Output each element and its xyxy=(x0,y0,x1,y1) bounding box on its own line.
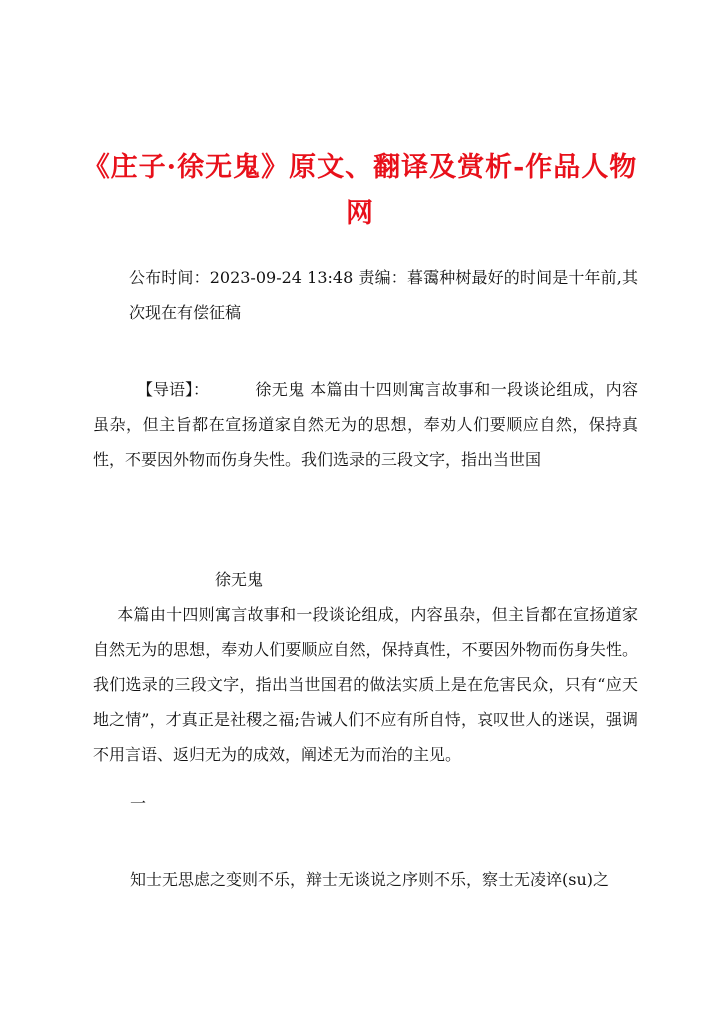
publish-meta-text: 公布时间：2023-09-24 13:48 责编：暮霭种树最好的时间是十年前,其次现在有偿征稿 xyxy=(129,268,638,322)
intro-text: 徐无鬼 本篇由十四则寓言故事和一段谈论组成，内容虽杂，但主旨都在宣扬道家自然无为的思想，奉劝人们要顺应自然，保持真性，不要因外物而伤身失性。我们选录的三段文字，指出当世国 xyxy=(93,380,638,469)
intro-label: 【导语】： xyxy=(137,380,210,399)
section-heading: 徐无鬼 xyxy=(215,570,264,589)
section-marker: 一 xyxy=(130,794,147,813)
publish-meta xyxy=(93,260,638,330)
quote-line: 知士无思虑之变则不乐，辩士无谈说之序则不乐，察士无凌谇(su)之 xyxy=(130,870,610,889)
section-body-text: 本篇由十四则寓言故事和一段谈论组成，内容虽杂，但主旨都在宣扬道家自然无为的思想，奉劝人们要顺应自然，保持真性，不要因外物而伤身失性。我们选录的三段文字，指出当世国君的做法实质上是在危害民众，只有“应天地之情”，才真正是社稷之福;告诫人们不应有所自恃，哀叹世人的迷误，强调不用言语、返归无为的成效，阐述无为而治的主见。 xyxy=(93,605,638,764)
document-title: 《庄子·徐无鬼》原文、翻译及赏析-作品人物网 xyxy=(82,152,638,229)
section-body xyxy=(93,597,638,772)
intro-paragraph xyxy=(93,372,638,477)
